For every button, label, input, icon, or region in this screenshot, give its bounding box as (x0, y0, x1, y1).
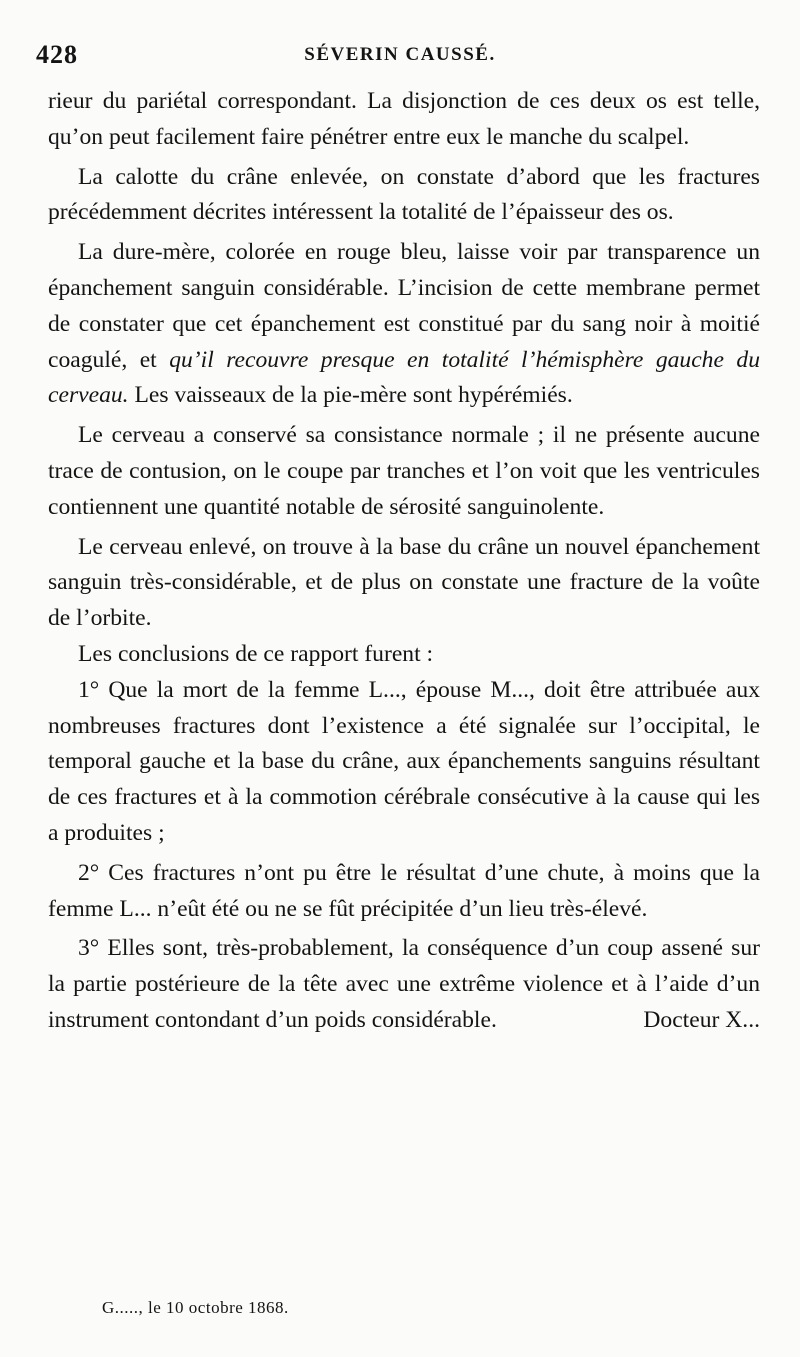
paragraph: Le cerveau enlevé, on trouve à la base du crâne un nouvel épanchement sanguin très-considérable, et de plus on constate une fracture de la voûte de l’orbite. (48, 533, 760, 632)
paragraph-text: Les vaisseaux de la pie-mère sont hypérémiés. (128, 382, 573, 409)
footer-place-date: G....., le 10 octobre 1868. (102, 1298, 289, 1317)
signature: Docteur X... (643, 1006, 760, 1033)
paragraph: La calotte du crâne enlevée, on constate d’abord que les fractures précédemment décrites intéressent la totalité de l’épaisseur des os. (48, 163, 760, 226)
paragraph (48, 235, 760, 414)
paragraph-text: La dure-mère, colorée en rouge bleu, laisse voir par transparence un épanchement sanguin considérable. L’incision de cette membrane permet de constater que cet épanchement est constitué par du sang noir à moitié coagulé, et (48, 239, 760, 373)
body-text (48, 84, 760, 1039)
paragraph: rieur du pariétal correspondant. La disjonction de ces deux os est telle, qu’on peut facilement faire pénétrer entre eux le manche du scalpel. (48, 88, 760, 150)
conclusion-item: 1° Que la mort de la femme L..., épouse M..., doit être attribuée aux nombreuses fractures dont l’existence a été signalée sur l’occipital, le temporal gauche et la base du crâne, aux épanchements sanguins résultant de ces fractures et à la commotion cérébrale consécutive à la cause qui les a produites ; (48, 676, 760, 846)
conclusion-item: 2° Ces fractures n’ont pu être le résultat d’une chute, à moins que la femme L... n’eût été ou ne se fût précipitée d’un lieu très-élevé. (48, 859, 760, 922)
conclusion-text: 3° Elles sont, très-probablement, la conséquence d’un coup assené sur la partie postérieure de la tête avec une extrême violence et à l’aide d’un instrument contondant d’un poids considérable. (48, 935, 760, 1033)
running-head: SÉVERIN CAUSSÉ. (304, 44, 496, 65)
page-header (30, 40, 770, 76)
page-number: 428 (36, 40, 78, 69)
paragraph: Les conclusions de ce rapport furent : (78, 640, 434, 667)
italic-emphasis: qu’il recouvre presque en totalité l’hémisphère gauche du cerveau. (48, 346, 760, 409)
conclusion-item (48, 931, 760, 1038)
paragraph: Le cerveau a conservé sa consistance normale ; il ne présente aucune trace de contusion, on le coupe par tranches et l’on voit que les ventricules contiennent une quantité notable de sérosité sanguinolente. (48, 422, 760, 520)
